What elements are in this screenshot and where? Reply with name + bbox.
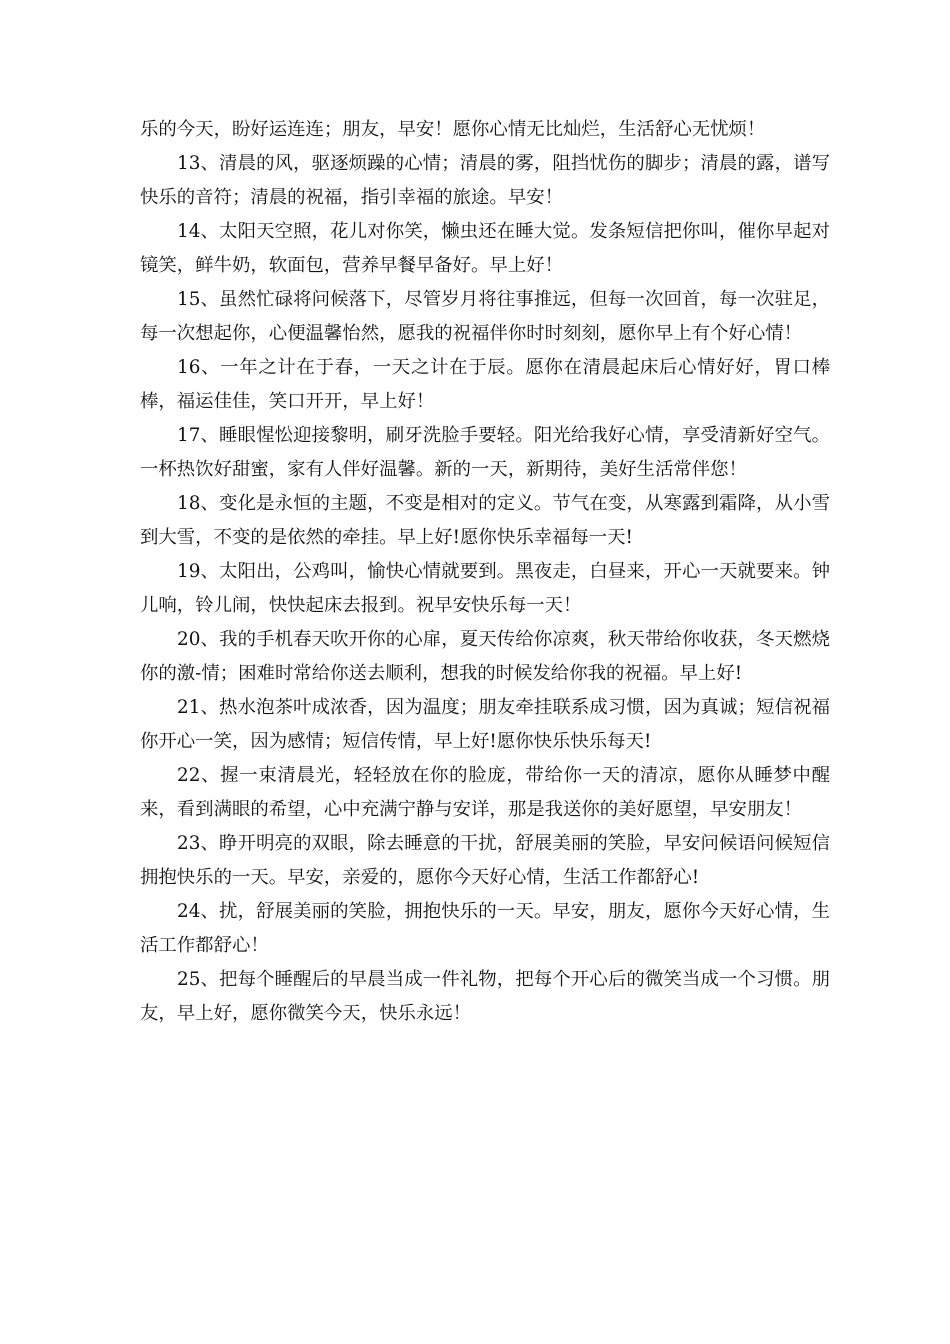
paragraph-18: 18、变化是永恒的主题，不变是相对的定义。节气在变，从寒露到霜降，从小雪到大雪，不变的是依然的牵挂。早上好!愿你快乐幸福每一天! [140,493,830,548]
paragraph-22: 22、握一束清晨光，轻轻放在你的脸庞，带给你一天的清凉，愿你从睡梦中醒来，看到满眼的希望，心中充满宁静与安详，那是我送你的美好愿望，早安朋友！ [140,765,830,820]
paragraph-20: 20、我的手机春天吹开你的心扉，夏天传给你凉爽，秋天带给你收获，冬天燃烧你的激-情；困难时常给你送去顺利，想我的时候发给你我的祝福。早上好! [140,629,830,684]
paragraph-14: 14、太阳天空照，花儿对你笑，懒虫还在睡大觉。发条短信把你叫，催你早起对镜笑，鲜牛奶，软面包，营养早餐早备好。早上好！ [140,221,830,276]
paragraph-24: 24、扰，舒展美丽的笑脸，拥抱快乐的一天。早安，朋友，愿你今天好心情，生活工作都舒心！ [140,901,830,956]
paragraph-23: 23、睁开明亮的双眼，除去睡意的干扰，舒展美丽的笑脸，早安问候语问候短信拥抱快乐的一天。早安，亲爱的，愿你今天好心情，生活工作都舒心! [140,833,830,888]
paragraph-15: 15、虽然忙碌将问候落下，尽管岁月将往事推远，但每一次回首，每一次驻足，每一次想起你，心便温馨怡然，愿我的祝福伴你时时刻刻，愿你早上有个好心情！ [140,289,830,344]
paragraph-25: 25、把每个睡醒后的早晨当成一件礼物，把每个开心后的微笑当成一个习惯。朋友，早上好，愿你微笑今天，快乐永远！ [140,969,830,1024]
document-body [140,113,830,1031]
paragraph-continuation: 乐的今天，盼好运连连；朋友，早安！愿你心情无比灿烂，生活舒心无忧烦！ [140,119,766,140]
paragraph-16: 16、一年之计在于春，一天之计在于辰。愿你在清晨起床后心情好好，胃口棒棒，福运佳佳，笑口开开，早上好！ [140,357,830,412]
paragraph-19: 19、太阳出，公鸡叫，愉快心情就要到。黑夜走，白昼来，开心一天就要来。钟儿响，铃儿闹，快快起床去报到。祝早安快乐每一天！ [140,561,830,616]
paragraph-13: 13、清晨的风，驱逐烦躁的心情；清晨的雾，阻挡忧伤的脚步；清晨的露，谱写快乐的音符；清晨的祝福，指引幸福的旅途。早安！ [140,153,830,208]
paragraph-17: 17、睡眼惺忪迎接黎明，刷牙洗脸手要轻。阳光给我好心情，享受清新好空气。一杯热饮好甜蜜，家有人伴好温馨。新的一天，新期待，美好生活常伴您！ [140,425,830,480]
paragraph-21: 21、热水泡茶叶成浓香，因为温度；朋友牵挂联系成习惯，因为真诚；短信祝福你开心一笑，因为感情；短信传情，早上好!愿你快乐快乐每天! [140,697,830,752]
